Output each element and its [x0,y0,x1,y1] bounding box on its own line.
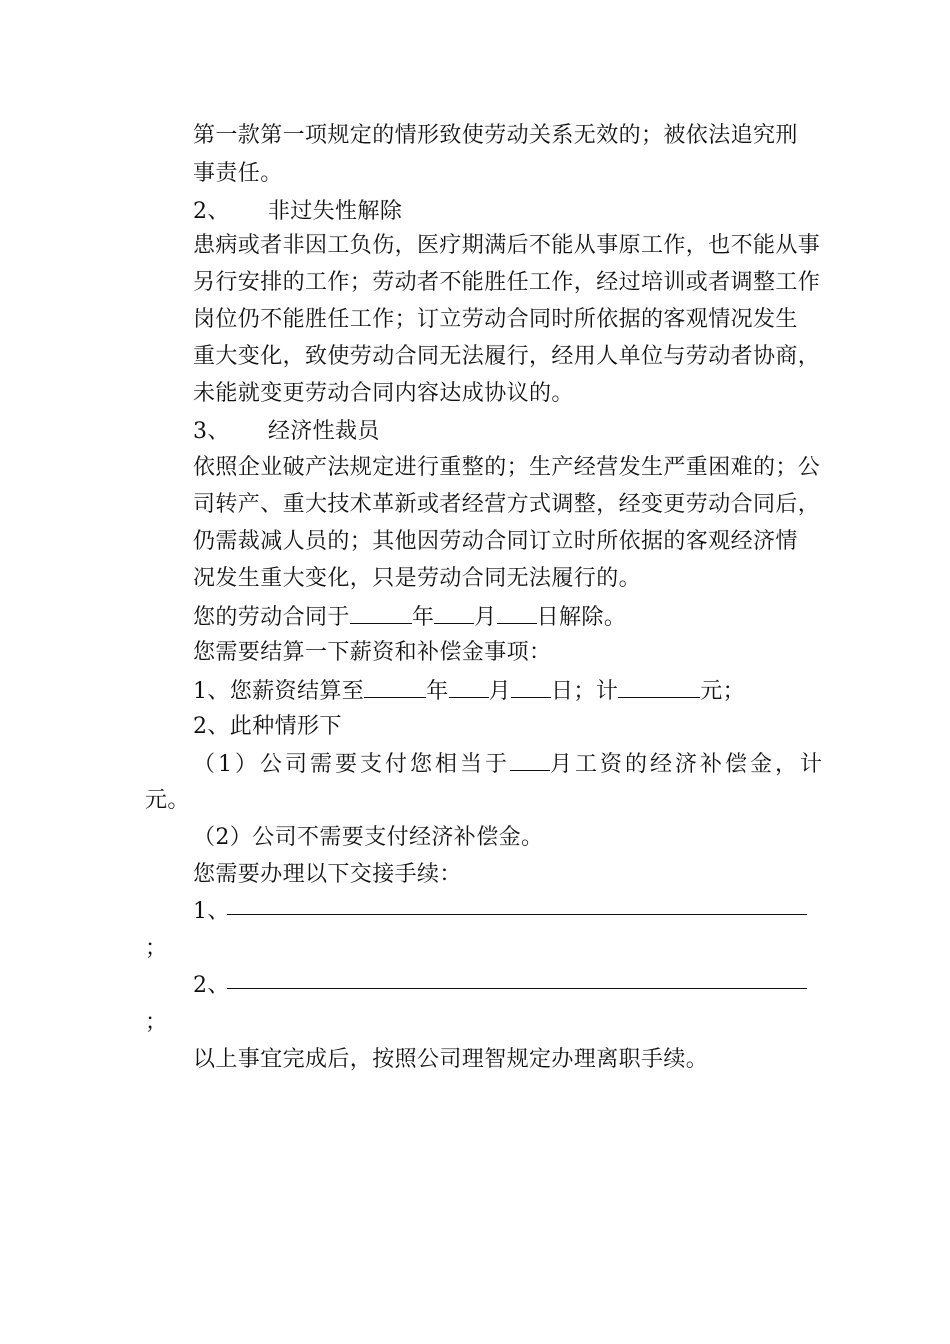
year-blank[interactable] [350,601,412,624]
section-title: 经济性裁员 [267,419,380,444]
text-line: （2）公司不需要支付经济补偿金。 [193,825,544,850]
handover-item-1-blank[interactable] [227,914,807,915]
text-line: 仍需裁减人员的；其他因劳动合同订立时所依据的客观经济情 [193,529,798,554]
text-line: 元。 [145,788,190,813]
handover-item-label: 2、 [193,973,230,998]
text-line: 您需要办理以下交接手续： [193,862,462,887]
months-blank[interactable] [510,748,550,771]
section-heading [193,197,402,227]
text-line: 您需要结算一下薪资和补偿金事项： [193,640,552,665]
section-heading [193,417,380,447]
month-blank[interactable] [434,601,474,624]
text-line: 2、此种情形下 [193,714,342,739]
text-line: 以上事宜完成后，按照公司理智规定办理离职手续。 [193,1047,709,1072]
text-line: 依照企业破产法规定进行重整的；生产经营发生严重困难的；公 [193,455,821,480]
section-number: 2、 [193,199,230,224]
day-blank[interactable] [497,601,537,624]
text-line: 另行安排的工作；劳动者不能胜任工作，经过培训或者调整工作 [193,270,821,295]
amount-blank[interactable] [618,675,700,698]
handover-item-label: 1、 [193,899,230,924]
handover-item-2-blank[interactable] [227,988,807,989]
text-line: 司转产、重大技术革新或者经营方式调整，经变更劳动合同后， [193,492,821,517]
termination-date-line: 您的劳动合同于 年 月 日解除。 [193,601,626,633]
text-line: ； [145,936,168,961]
compensation-option-line: （1）公司需要支付您相当于 月工资的经济补偿金，计 [193,748,825,780]
section-number: 3、 [193,419,230,444]
day-blank[interactable] [511,675,551,698]
text-line: 况发生重大变化，只是劳动合同无法履行的。 [193,566,642,591]
section-title: 非过失性解除 [267,199,403,224]
text-line: 未能就变更劳动合同内容达成协议的。 [193,381,574,406]
month-blank[interactable] [449,675,489,698]
year-blank[interactable] [364,675,426,698]
text-line: 重大变化，致使劳动合同无法履行，经用人单位与劳动者协商， [193,344,821,369]
text-line: ； [145,1010,168,1035]
salary-settlement-line: 1、您薪资结算至 年 月 日；计 元； [193,675,745,707]
text-line: 第一款第一项规定的情形致使劳动关系无效的；被依法追究刑 [193,123,798,148]
text-line: 岗位仍不能胜任工作；订立劳动合同时所依据的客观情况发生 [193,307,798,332]
text-line: 患病或者非因工负伤，医疗期满后不能从事原工作，也不能从事 [193,233,821,258]
text-line: 事责任。 [193,161,283,186]
